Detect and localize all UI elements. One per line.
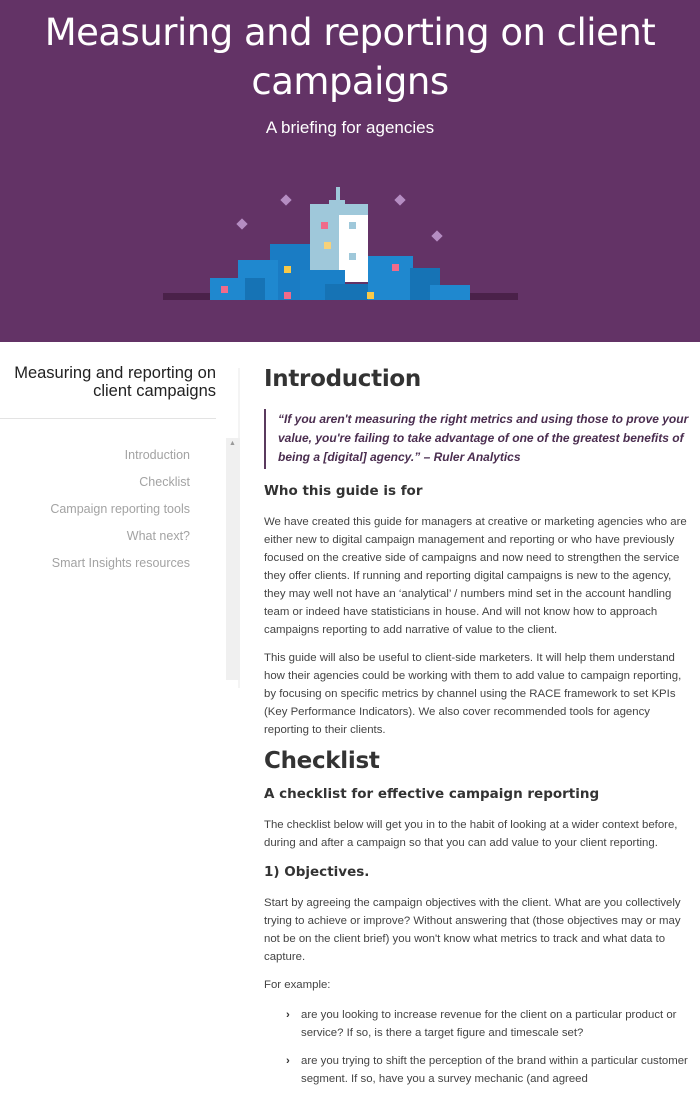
city-illustration [0,0,700,342]
hero-title: Measuring and reporting on client campaigns [44,11,656,103]
sidebar-nav [0,446,190,581]
sidebar-item-introduction[interactable]: Introduction [124,448,190,462]
sidebar-title: Measuring and reporting on client campaigns [14,364,216,400]
list-item: › are you trying to shift the perception of the brand within a particular customer segment. If so, have you a survey mechanic (and agreed [286,1052,694,1088]
checklist-heading: Checklist [264,748,380,774]
sidebar-divider [0,418,216,419]
checklist-paragraph: The checklist below will get you in to the habit of looking at a wider context before, during and after a campaign so that you can add value to your client reporting. [264,819,678,849]
sidebar-item-campaign-reporting-tools[interactable]: Campaign reporting tools [50,502,190,516]
hero-subtitle: A briefing for agencies [265,118,435,137]
scroll-up-icon[interactable]: ▲ [229,440,236,447]
list-item: › are you looking to increase revenue for the client on a particular product or service? If so, is there a target figure and timescale set? [286,1006,694,1042]
objectives-paragraph: Start by agreeing the campaign objectives with the client. What are you collectively trying to achieve or improve? Without answering that (those objectives may or may not be on the client brief) you won't know what metrics to track and what data to capture. [264,897,681,963]
sidebar-item-checklist[interactable]: Checklist [139,475,190,489]
chevron-right-icon: › [286,1009,290,1021]
objectives-heading: 1) Objectives. [264,864,370,880]
sidebar-item-smart-insights-resources[interactable]: Smart Insights resources [51,556,190,570]
who-paragraph-2: This guide will also be useful to client-side marketers. It will help them understand how their agencies could be working with them to add value to campaign reporting, by focusing on specific metrics by channel using the RACE framework to set KPIs (Key Performance Indicators). We also cover recommended tools for agency reporting to their clients. [264,652,682,736]
example-list [286,1006,694,1088]
main-content [264,366,694,1098]
chevron-right-icon: › [286,1055,290,1067]
intro-quote: “If you aren't measuring the right metrics and using those to prove your value, you're failing to take advantage of one of the greatest benefits of being a [digital] agency.” – Ruler Analytics [264,409,694,469]
who-heading: Who this guide is for [264,483,423,499]
introduction-heading: Introduction [264,366,421,392]
checklist-subheading: A checklist for effective campaign reporting [264,786,600,802]
who-paragraph-1: We have created this guide for managers at creative or marketing agencies who are either new to digital campaign management and reporting or who have previously focused on the creative side of campaigns and now need to strengthen the service they offer clients. If running and reporting digital campaigns is new to the agency, they may well not have an ‘analytical’ / numbers mind set in the account handling team or indeed have statisticians in house. And will not know how to approach campaigns reporting to add narrative of value to the client. [264,516,687,636]
hero-banner [0,0,700,342]
sidebar-scrollbar[interactable] [226,438,240,680]
sidebar-item-what-next[interactable]: What next? [126,529,190,543]
example-label: For example: [264,979,331,991]
